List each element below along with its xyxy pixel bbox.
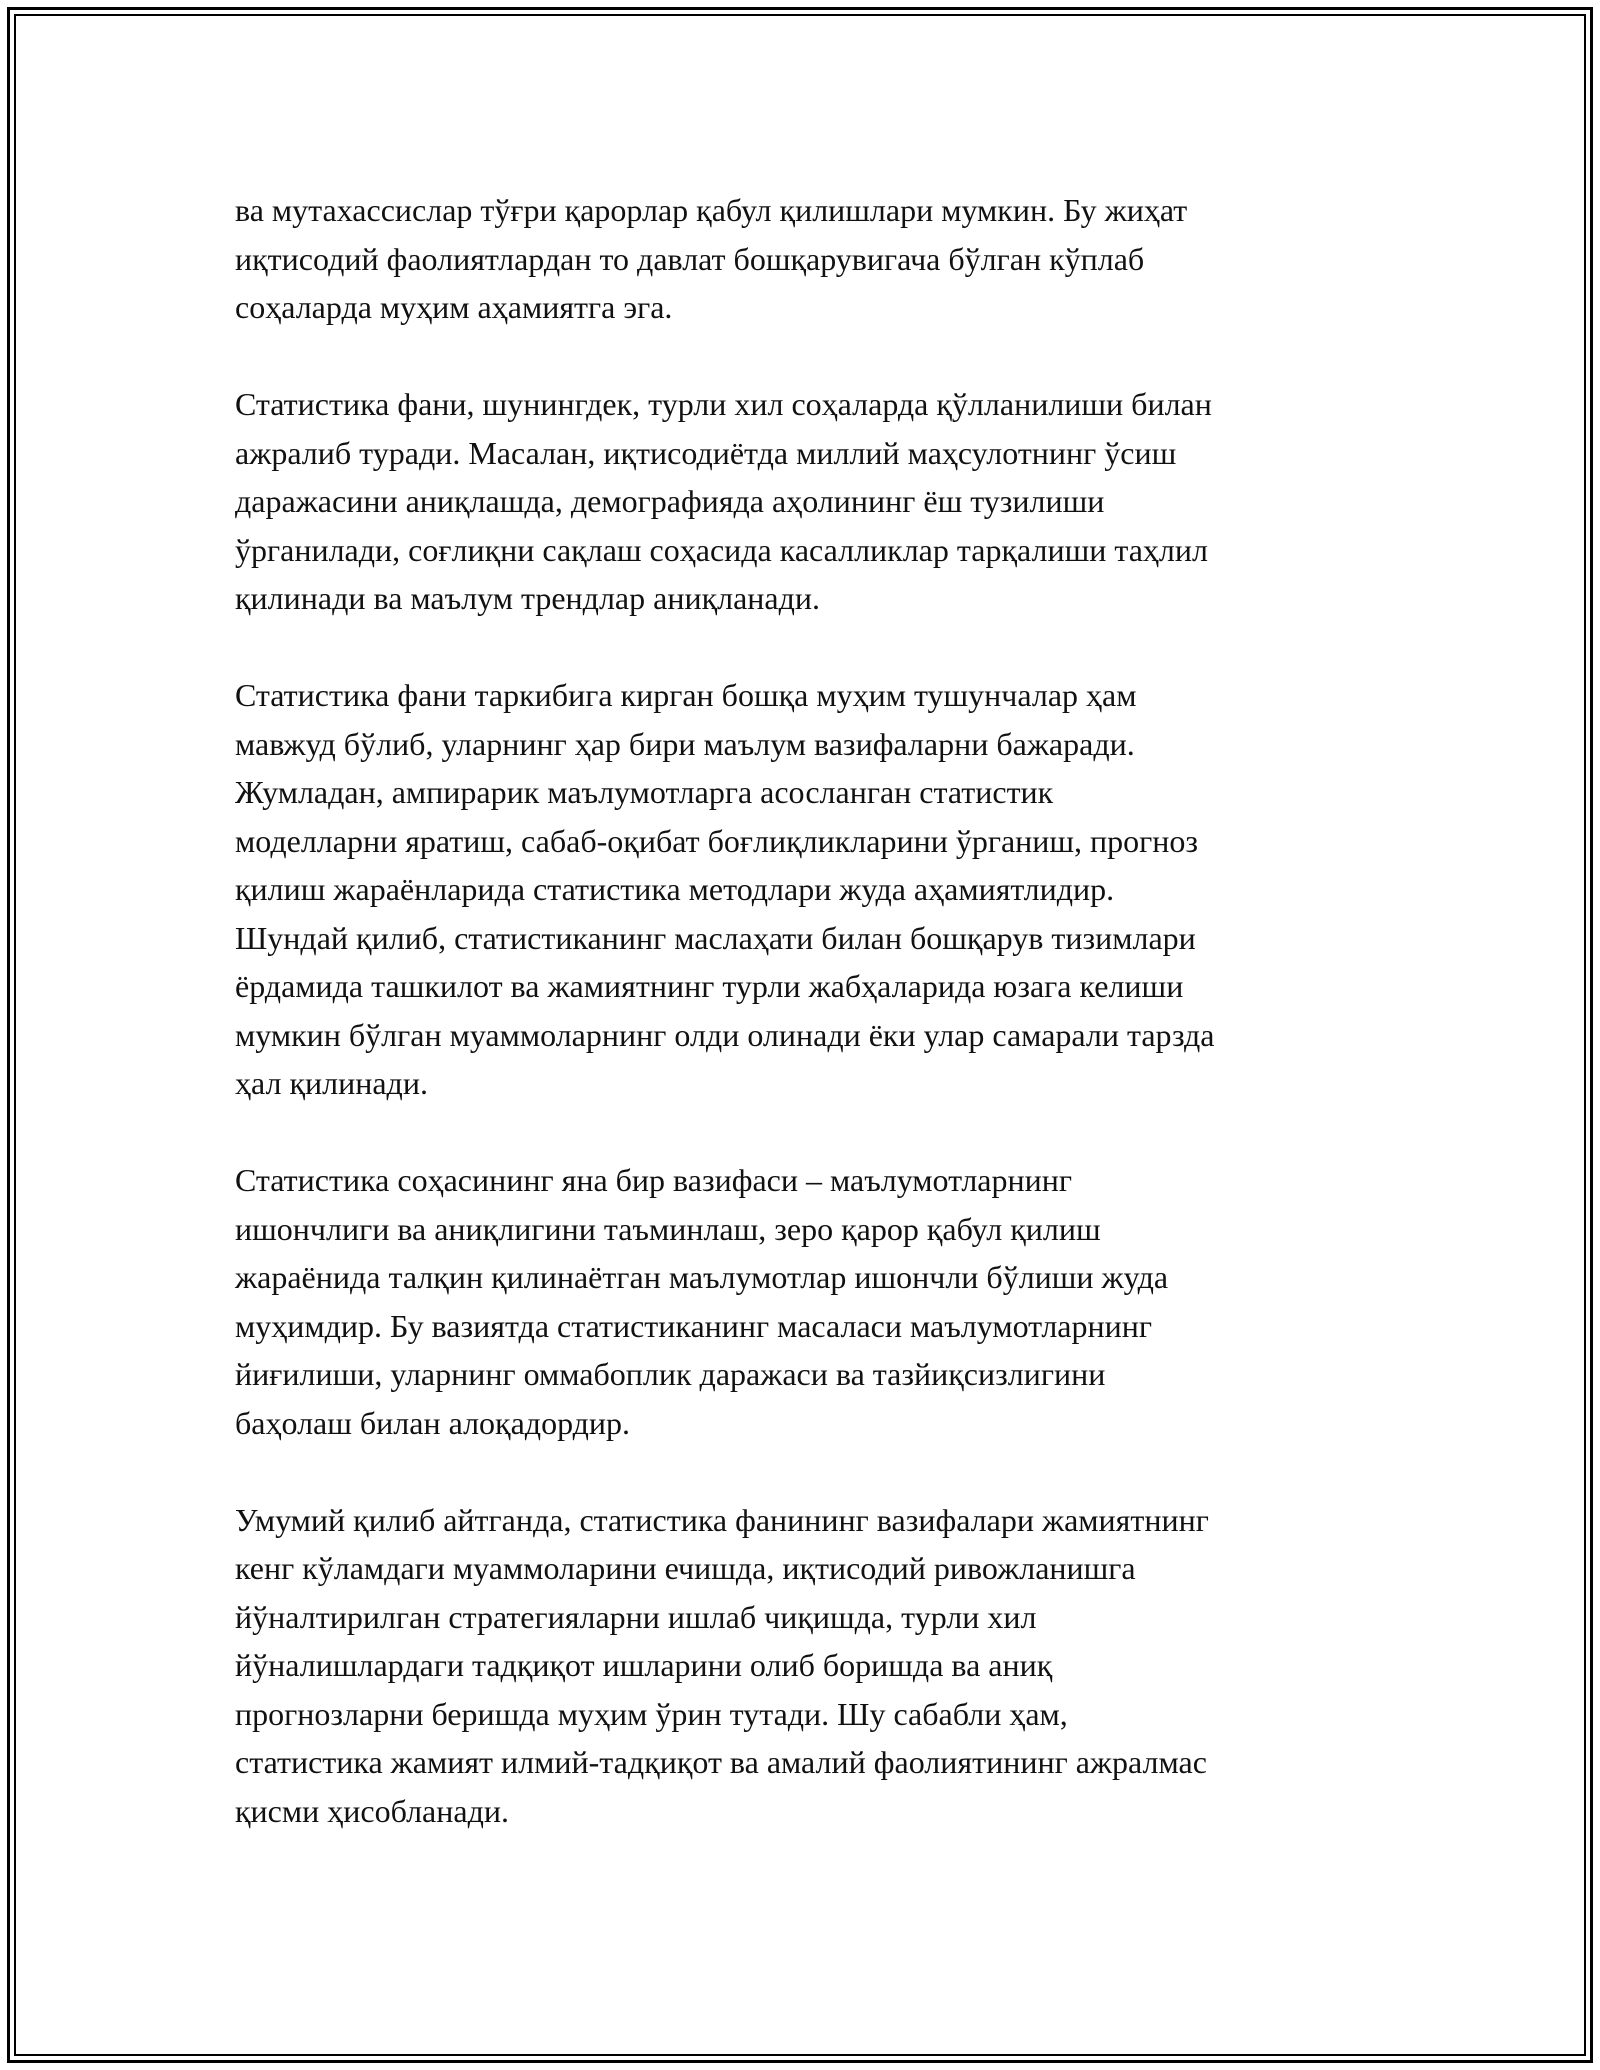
- paragraph-3: [235, 671, 1385, 1108]
- text-line: йўналишлардаги тадқиқот ишларини олиб боришда ва аниқ: [235, 1647, 1053, 1683]
- paragraph-2: [235, 380, 1385, 623]
- text-line: ва мутахассислар тўғри қарорлар қабул қилишлари мумкин. Бу жиҳат: [235, 192, 1188, 228]
- text-line: баҳолаш билан алоқадордир.: [235, 1404, 631, 1441]
- text-line: ҳал қилинади.: [235, 1065, 428, 1101]
- text-line: соҳаларда муҳим аҳамиятга эга.: [235, 289, 673, 325]
- text-line: статистика жамият илмий-тадқиқот ва амалий фаолиятининг ажралмас: [235, 1744, 1207, 1780]
- text-line: мавжуд бўлиб, уларнинг ҳар бири маълум вазифаларни бажаради.: [235, 725, 1135, 762]
- text-line: Шундай қилиб, статистиканинг маслаҳати билан бошқарув тизимлари: [235, 919, 1196, 956]
- text-line: Статистика фани, шунингдек, турли хил соҳаларда қўлланилиши билан: [235, 386, 1212, 422]
- text-line: йўналтирилган стратегияларни ишлаб чиқишда, турли хил: [235, 1598, 1037, 1635]
- text-line: Жумладан, ампирарик маълумотларга асосланган статистик: [235, 774, 1054, 810]
- text-line: Умумий қилиб айтганда, статистика фанининг вазифалари жамиятнинг: [235, 1501, 1209, 1538]
- text-line: ёрдамида ташкилот ва жамиятнинг турли жабҳаларида юзага келиши: [235, 968, 1184, 1004]
- text-line: қилиш жараёнларида статистика методлари жуда аҳамиятлидир.: [235, 871, 1115, 907]
- text-line: жараёнида талқин қилинаётган маълумотлар ишончли бўлиши жуда: [235, 1259, 1169, 1295]
- text-line: қилинади ва маълум трендлар аниқланади.: [235, 580, 821, 616]
- text-line: ишончлиги ва аниқлигини таъминлаш, зеро қарор қабул қилиш: [235, 1210, 1101, 1247]
- paragraph-5: [235, 1496, 1385, 1836]
- text-line: моделларни яратиш, сабаб-оқибат боғлиқликларини ўрганиш, прогноз: [235, 822, 1199, 859]
- text-line: йиғилиши, уларнинг оммабоплик даражаси ва тазйиқсизлигини: [235, 1356, 1106, 1392]
- document-body: [235, 186, 1385, 1884]
- text-line: ажралиб туради. Масалан, иқтисодиётда миллий маҳсулотнинг ўсиш: [235, 434, 1177, 471]
- text-line: ўрганилади, соғлиқни сақлаш соҳасида касалликлар тарқалиши таҳлил: [235, 531, 1208, 568]
- text-line: мумкин бўлган муаммоларнинг олди олинади ёки улар самарали тарзда: [235, 1016, 1215, 1053]
- text-line: қисми ҳисобланади.: [235, 1792, 509, 1829]
- text-line: Статистика фани таркибига кирган бошқа муҳим тушунчалар ҳам: [235, 677, 1137, 713]
- text-line: даражасини аниқлашда, демографияда аҳолининг ёш тузилиши: [235, 483, 1105, 519]
- text-line: Статистика соҳасининг яна бир вазифаси – маълумотларнинг: [235, 1162, 1072, 1198]
- text-line: прогнозларни беришда муҳим ўрин тутади. Шу сабабли ҳам,: [235, 1695, 1068, 1732]
- text-line: муҳимдир. Бу вазиятда статистиканинг масаласи маълумотларнинг: [235, 1307, 1152, 1344]
- text-line: кенг кўламдаги муаммоларини ечишда, иқтисодий ривожланишга: [235, 1550, 1136, 1586]
- text-line: иқтисодий фаолиятлардан то давлат бошқарувигача бўлган кўплаб: [235, 240, 1145, 277]
- paragraph-4: [235, 1156, 1385, 1447]
- paragraph-1: [235, 186, 1385, 332]
